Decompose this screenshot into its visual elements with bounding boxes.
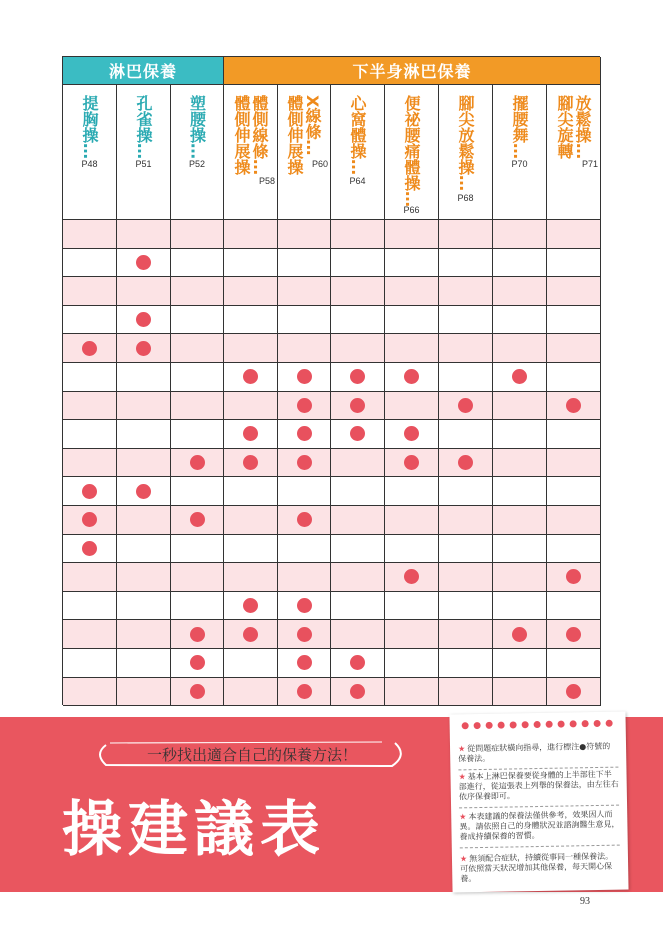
table-cell: [63, 563, 117, 592]
dot-mark: [566, 398, 581, 413]
table-cell: [385, 477, 439, 506]
table-cell: [63, 449, 117, 478]
table-cell: [63, 592, 117, 621]
table-cell: [493, 506, 547, 535]
table-cell: [439, 592, 493, 621]
table-cell: [493, 277, 547, 306]
table-cell: [385, 277, 439, 306]
table-cell: [224, 306, 278, 335]
table-cell: [385, 306, 439, 335]
table-cell: [385, 506, 439, 535]
table-cell: [63, 678, 117, 707]
dot-mark: [190, 455, 205, 470]
table-cell: [547, 477, 601, 506]
table-cell: [278, 277, 331, 306]
table-cell: [385, 678, 439, 707]
table-cell: [224, 277, 278, 306]
table-cell: [493, 334, 547, 363]
table-cell: [331, 363, 385, 392]
column-header: [224, 85, 278, 220]
table-cell: [278, 220, 331, 249]
table-cell: [493, 592, 547, 621]
column-header: [385, 85, 439, 220]
column-title: 孔雀操…: [134, 95, 153, 159]
dot-mark: [190, 684, 205, 699]
column-page: P71: [581, 159, 598, 169]
dot-mark: [243, 426, 258, 441]
dot-mark: [458, 398, 473, 413]
dot-mark: [243, 598, 258, 613]
table-cell: [224, 449, 278, 478]
table-cell: [117, 249, 171, 278]
table-cell: [171, 277, 224, 306]
dot-mark: [566, 684, 581, 699]
table-cell: [224, 420, 278, 449]
column-header: [63, 85, 117, 220]
table-cell: [331, 477, 385, 506]
table-cell: [224, 535, 278, 564]
table-cell: [493, 449, 547, 478]
table-cell: [547, 392, 601, 421]
table-cell: [278, 363, 331, 392]
column-page: P68: [457, 193, 474, 203]
dot-mark: [404, 569, 419, 584]
table-cell: [117, 592, 171, 621]
table-cell: [385, 449, 439, 478]
decor-dot: [570, 720, 577, 727]
dot-mark: [82, 484, 97, 499]
table-cell: [439, 420, 493, 449]
note-item: [458, 770, 619, 809]
table-cell: [117, 277, 171, 306]
dot-mark: [190, 655, 205, 670]
table-cell: [171, 563, 224, 592]
dot-mark: [297, 627, 312, 642]
dot-mark: [297, 369, 312, 384]
table-cell: [63, 620, 117, 649]
table-cell: [439, 449, 493, 478]
table-cell: [547, 449, 601, 478]
table-cell: [547, 306, 601, 335]
column-page: P48: [81, 159, 98, 169]
table-cell: [171, 220, 224, 249]
table-cell: [117, 506, 171, 535]
table-cell: [171, 506, 224, 535]
column-page: P52: [188, 159, 206, 169]
dot-mark: [297, 512, 312, 527]
table-cell: [224, 592, 278, 621]
table-cell: [63, 392, 117, 421]
table-cell: [171, 449, 224, 478]
table-cell: [547, 620, 601, 649]
table-cell: [224, 392, 278, 421]
table-cell: [439, 649, 493, 678]
dot-mark: [297, 426, 312, 441]
dot-mark: [512, 627, 527, 642]
table-cell: [385, 620, 439, 649]
dot-mark: [350, 398, 365, 413]
table-cell: [63, 506, 117, 535]
decor-dot: [522, 721, 529, 728]
decor-dot: [594, 720, 601, 727]
table-cell: [547, 506, 601, 535]
note-text: 基本上淋巴保養要從身體的上半部往下半部進行，從這張表上列舉的保養法，由左往右依序保養即可。: [458, 769, 619, 802]
decor-dot: [498, 722, 505, 729]
table-cell: [224, 334, 278, 363]
column-title: 體側伸展操: [232, 95, 251, 175]
table-cell: [439, 363, 493, 392]
decor-dot: [486, 722, 493, 729]
dot-mark: [297, 398, 312, 413]
table-cell: [493, 477, 547, 506]
note-card: [449, 711, 628, 892]
table-cell: [547, 220, 601, 249]
table-cell: [117, 420, 171, 449]
table-cell: [493, 363, 547, 392]
table-cell: [547, 592, 601, 621]
table-cell: [278, 535, 331, 564]
dot-mark: [458, 455, 473, 470]
table-cell: [117, 535, 171, 564]
column-title-line2: 體側線條…: [250, 95, 269, 175]
dot-mark: [350, 684, 365, 699]
table-cell: [439, 249, 493, 278]
table-cell: [331, 535, 385, 564]
column-header: [278, 85, 331, 220]
column-page: P58: [258, 176, 275, 186]
table-cell: [439, 306, 493, 335]
table-cell: [278, 306, 331, 335]
table-cell: [493, 306, 547, 335]
column-page: P70: [511, 159, 528, 169]
column-header: [331, 85, 385, 220]
table-cell: [117, 334, 171, 363]
star-icon: ★: [457, 744, 466, 754]
note-item: [458, 742, 618, 771]
note-item: [460, 852, 621, 890]
star-icon: ★: [458, 772, 466, 782]
table-cell: [331, 563, 385, 592]
table-cell: [547, 678, 601, 707]
table-cell: [331, 592, 385, 621]
table-cell: [439, 220, 493, 249]
dot-mark: [82, 541, 97, 556]
column-title: 體側伸展操: [285, 95, 304, 175]
table-cell: [493, 220, 547, 249]
column-title: 便祕腰痛體操…: [402, 95, 421, 207]
dot-mark: [136, 312, 151, 327]
dot-mark: [243, 455, 258, 470]
table-cell: [547, 420, 601, 449]
subtitle-bubble: [92, 737, 412, 773]
table-cell: [547, 535, 601, 564]
table-cell: [547, 277, 601, 306]
table-cell: [331, 249, 385, 278]
table-cell: [385, 592, 439, 621]
column-title-line2: X線條…: [303, 95, 322, 156]
table-cell: [171, 620, 224, 649]
table-cell: [117, 392, 171, 421]
table-cell: [331, 506, 385, 535]
table-cell: [117, 306, 171, 335]
table-cell: [278, 449, 331, 478]
column-header: [117, 85, 171, 220]
table-cell: [493, 392, 547, 421]
table-cell: [171, 363, 224, 392]
star-icon: ★: [459, 854, 468, 864]
table-cell: [331, 306, 385, 335]
table-cell: [331, 277, 385, 306]
note-text: 本表建議的保養法僅供參考，效果因人而異。請依照自己的身體狀況並諮詢醫生意見，養成持續保養的習慣。: [459, 809, 620, 842]
decor-dot: [606, 720, 613, 727]
table-cell: [331, 620, 385, 649]
column-header: [439, 85, 493, 220]
table-cell: [385, 392, 439, 421]
table-cell: [171, 420, 224, 449]
table-cell: [439, 678, 493, 707]
table-cell: [331, 649, 385, 678]
table-cell: [278, 649, 331, 678]
table-cell: [224, 563, 278, 592]
table-cell: [439, 392, 493, 421]
table-cell: [224, 678, 278, 707]
table-cell: [117, 449, 171, 478]
table-cell: [278, 392, 331, 421]
decor-dot: [510, 721, 517, 728]
table-cell: [63, 649, 117, 678]
table-cell: [63, 220, 117, 249]
table-cell: [547, 249, 601, 278]
table-cell: [63, 477, 117, 506]
table-cell: [171, 535, 224, 564]
table-cell: [224, 506, 278, 535]
table-cell: [278, 678, 331, 707]
table-cell: [278, 420, 331, 449]
suggestion-table: [62, 56, 600, 705]
table-cell: [117, 477, 171, 506]
table-cell: [331, 220, 385, 249]
table-cell: [117, 363, 171, 392]
table-cell: [493, 620, 547, 649]
table-cell: [439, 506, 493, 535]
table-cell: [117, 649, 171, 678]
table-cell: [224, 220, 278, 249]
table-cell: [278, 477, 331, 506]
table-cell: [171, 649, 224, 678]
table-cell: [439, 535, 493, 564]
dot-mark: [136, 255, 151, 270]
table-cell: [385, 649, 439, 678]
table-cell: [224, 249, 278, 278]
dot-mark: [82, 512, 97, 527]
table-cell: [278, 506, 331, 535]
group-header-lymph: 淋巴保養: [63, 57, 224, 85]
table-cell: [63, 306, 117, 335]
table-cell: [117, 220, 171, 249]
star-icon: ★: [459, 812, 467, 822]
note-dots-decoration: [462, 720, 613, 730]
column-page: P51: [135, 159, 152, 169]
dot-mark: [350, 369, 365, 384]
table-cell: [493, 678, 547, 707]
table-cell: [385, 420, 439, 449]
table-cell: [171, 477, 224, 506]
dot-mark: [566, 569, 581, 584]
note-item: [459, 810, 620, 849]
decor-dot: [462, 722, 469, 729]
table-cell: [171, 392, 224, 421]
table-cell: [63, 363, 117, 392]
table-cell: [224, 620, 278, 649]
dot-mark: [297, 655, 312, 670]
table-cell: [117, 620, 171, 649]
table-cell: [493, 649, 547, 678]
table-cell: [547, 363, 601, 392]
table-cell: [278, 592, 331, 621]
table-cell: [439, 477, 493, 506]
table-cell: [439, 277, 493, 306]
table-cell: [224, 363, 278, 392]
column-title: 心窩體操…: [348, 95, 367, 175]
table-cell: [439, 563, 493, 592]
table-cell: [171, 678, 224, 707]
dot-mark: [243, 369, 258, 384]
table-cell: [278, 334, 331, 363]
decor-dot: [474, 722, 481, 729]
dot-mark: [350, 426, 365, 441]
note-text: 無須配合症狀，持續從事同一種保養法。可依照當天狀況增加其他保養，每天開心保養。: [460, 851, 614, 884]
table-cell: [278, 249, 331, 278]
table-cell: [171, 249, 224, 278]
dot-mark: [243, 627, 258, 642]
dot-mark: [404, 455, 419, 470]
table-cell: [331, 334, 385, 363]
table-cell: [385, 249, 439, 278]
table-cell: [547, 334, 601, 363]
table-cell: [439, 620, 493, 649]
table-cell: [171, 592, 224, 621]
table-cell: [63, 535, 117, 564]
dot-mark: [136, 341, 151, 356]
table-cell: [385, 363, 439, 392]
dot-mark: [512, 369, 527, 384]
note-text: 從問題症狀橫向指尋，進行標注●符號的保養法。: [458, 741, 611, 764]
table-cell: [63, 277, 117, 306]
table-cell: [63, 249, 117, 278]
column-title: 腳尖旋轉: [555, 95, 574, 159]
column-title: 塑腰操…: [187, 95, 207, 159]
decor-dot: [558, 721, 565, 728]
column-page: P60: [311, 159, 328, 169]
table-cell: [63, 420, 117, 449]
table-cell: [385, 220, 439, 249]
decor-dot: [582, 720, 589, 727]
page-title: 操建議表: [62, 795, 326, 865]
table-cell: [385, 334, 439, 363]
dot-mark: [297, 455, 312, 470]
column-header: [547, 85, 601, 220]
dot-mark: [404, 369, 419, 384]
dot-mark: [404, 426, 419, 441]
column-title-line2: 放鬆操…: [573, 95, 592, 159]
table-cell: [331, 392, 385, 421]
table-cell: [547, 649, 601, 678]
table-cell: [493, 563, 547, 592]
column-page: P64: [349, 176, 366, 186]
page-number: 93: [580, 896, 590, 907]
decor-dot: [546, 721, 553, 728]
table-cell: [171, 334, 224, 363]
column-title: 腳尖放鬆操…: [456, 95, 475, 191]
column-header: [493, 85, 547, 220]
dot-mark: [297, 598, 312, 613]
table-cell: [117, 563, 171, 592]
table-cell: [331, 449, 385, 478]
table-cell: [547, 563, 601, 592]
table-cell: [117, 678, 171, 707]
dot-mark: [136, 484, 151, 499]
table-cell: [493, 249, 547, 278]
table-cell: [385, 535, 439, 564]
table-cell: [224, 477, 278, 506]
column-title: 提胸操…: [80, 95, 99, 159]
dot-mark: [350, 655, 365, 670]
table-cell: [278, 620, 331, 649]
table-cell: [63, 334, 117, 363]
column-page: P66: [403, 205, 420, 215]
table-cell: [331, 420, 385, 449]
column-header: [171, 85, 224, 220]
table-cell: [278, 563, 331, 592]
table-cell: [493, 420, 547, 449]
dot-mark: [82, 341, 97, 356]
subtitle-text: 一秒找出適合自己的保養方法！: [146, 745, 357, 764]
table-cell: [385, 563, 439, 592]
dot-mark: [190, 512, 205, 527]
table-cell: [224, 649, 278, 678]
table-cell: [171, 306, 224, 335]
group-header-lower-body: 下半身淋巴保養: [224, 57, 601, 85]
dot-mark: [566, 627, 581, 642]
table-cell: [331, 678, 385, 707]
column-title: 擺腰舞…: [510, 95, 529, 159]
table-cell: [439, 334, 493, 363]
dot-mark: [190, 627, 205, 642]
dot-mark: [297, 684, 312, 699]
decor-dot: [534, 721, 541, 728]
table-cell: [493, 535, 547, 564]
